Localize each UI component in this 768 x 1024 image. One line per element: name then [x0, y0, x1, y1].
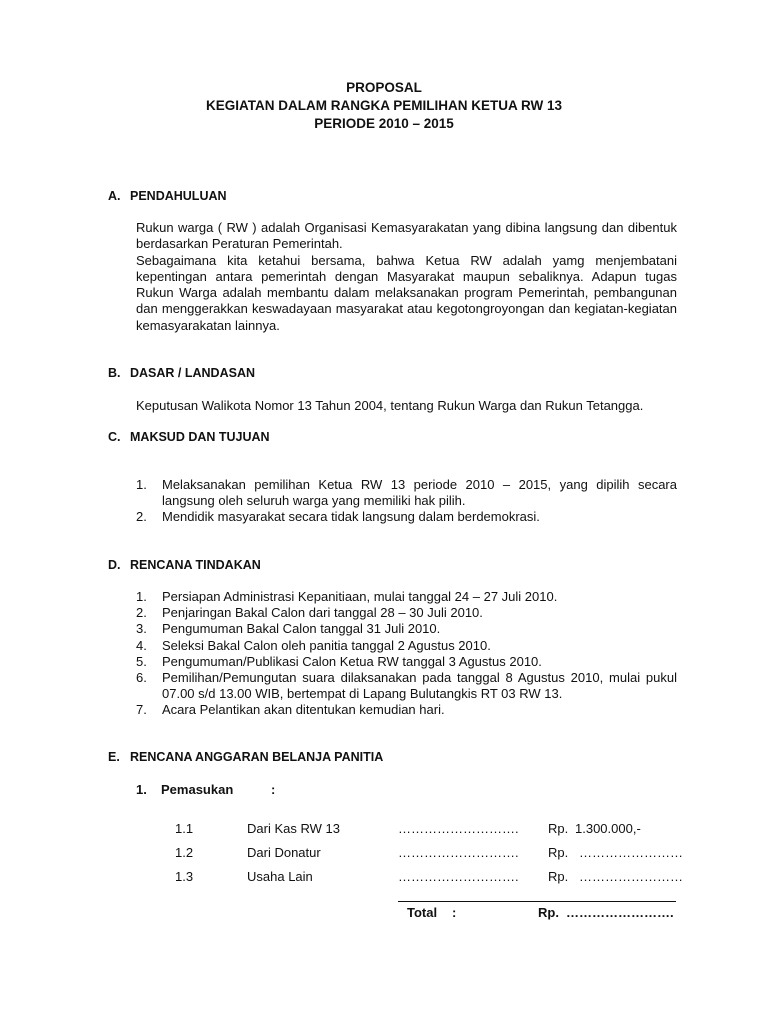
section-a-letter: A.: [108, 189, 121, 203]
list-item-number: 1.: [136, 477, 147, 492]
total-divider-line: [398, 901, 676, 902]
list-item-number: 2.: [136, 509, 147, 525]
total-rp: Rp.: [538, 905, 559, 920]
section-b-title: DASAR / LANDASAN: [130, 366, 255, 380]
list-item-number: 7.: [136, 702, 147, 718]
budget-row-label: Dari Kas RW 13: [247, 821, 340, 836]
budget-row-amount: 1.300.000,-: [575, 821, 641, 836]
budget-row-rp: Rp.: [548, 821, 569, 836]
section-c-heading: [108, 430, 270, 444]
section-a-heading: [108, 189, 227, 203]
section-a-paragraph-1: Rukun warga ( RW ) adalah Organisasi Kemasyarakatan yang dibina langsung dan dibentuk berdasarkan Peraturan Pemerintah.: [136, 220, 677, 252]
total-label: Total: [407, 905, 438, 920]
list-item-text: Mendidik masyarakat secara tidak langsung dalam berdemokrasi.: [162, 509, 540, 525]
section-b-text: Keputusan Walikota Nomor 13 Tahun 2004, tentang Rukun Warga dan Rukun Tetangga.: [136, 398, 644, 413]
doc-title-activity: KEGIATAN DALAM RANGKA PEMILIHAN KETUA RW 13: [206, 98, 562, 113]
income-subheading-number: 1.: [136, 782, 147, 797]
section-e-title: RENCANA ANGGARAN BELANJA PANITIA: [130, 750, 384, 764]
budget-row-dots: ……………………….: [398, 869, 519, 884]
list-item-text: Melaksanakan pemilihan Ketua RW 13 periode 2010 – 2015, yang dipilih secara langsung oleh seluruh warga yang memiliki hak pilih.: [162, 477, 677, 509]
list-item-number: 6.: [136, 670, 147, 686]
budget-row-code: 1.3: [175, 869, 194, 884]
list-item-text: Acara Pelantikan akan ditentukan kemudian hari.: [162, 702, 445, 718]
list-item-text: Pengumuman Bakal Calon tanggal 31 Juli 2010.: [162, 621, 441, 637]
budget-row-code: 1.2: [175, 845, 194, 860]
section-c-letter: C.: [108, 430, 121, 444]
doc-title-proposal: PROPOSAL: [346, 80, 422, 95]
section-c-list: [136, 477, 677, 526]
budget-row-code: 1.1: [175, 821, 194, 836]
section-e-heading: [108, 750, 383, 764]
list-item: [136, 621, 677, 637]
list-item-text: Penjaringan Bakal Calon dari tanggal 28 – 30 Juli 2010.: [162, 605, 483, 621]
list-item-number: 5.: [136, 653, 147, 669]
list-item: [136, 670, 677, 702]
section-d-heading: [108, 558, 261, 572]
doc-title-period: PERIODE 2010 – 2015: [314, 116, 454, 131]
total-amount: …………………….: [566, 905, 674, 920]
list-item-text: Seleksi Bakal Calon oleh panitia tanggal 2 Agustus 2010.: [162, 637, 491, 653]
budget-row-amount: ……………………: [579, 845, 683, 860]
list-item: [136, 509, 677, 525]
section-c-title: MAKSUD DAN TUJUAN: [130, 430, 270, 444]
section-d-title: RENCANA TINDAKAN: [130, 558, 261, 572]
total-colon: :: [452, 905, 457, 920]
section-a-body: [136, 220, 677, 334]
income-subheading-colon: :: [271, 782, 276, 797]
section-e-letter: E.: [108, 750, 120, 764]
budget-row-label: Usaha Lain: [247, 869, 313, 884]
list-item-number: 3.: [136, 621, 147, 637]
list-item: [136, 638, 677, 654]
budget-row-amount: ……………………: [579, 869, 683, 884]
section-d-letter: D.: [108, 558, 121, 572]
list-item: [136, 477, 677, 509]
list-item: [136, 605, 677, 621]
list-item-number: 4.: [136, 637, 147, 653]
section-d-list: [136, 589, 677, 719]
section-a-title: PENDAHULUAN: [130, 189, 227, 203]
section-a-paragraph-2: Sebagaimana kita ketahui bersama, bahwa Ketua RW adalah yamg menjembatani kepentingan antara pemerintah dengan Masyarakat maupun sebaliknya. Adapun tugas Rukun Warga adalah membantu dalam melaksanakan program Pemerintah, pembangunan dan menggerakkan keswadayaan masyarakat atau kegotongroyongan dan kegiatan-kegiatan kemasyarakatan lainnya.: [136, 252, 677, 333]
list-item: [136, 589, 677, 605]
budget-row-rp: Rp.: [548, 869, 569, 884]
list-item-text: Pemilihan/Pemungutan suara dilaksanakan pada tanggal 8 Agustus 2010, mulai pukul 07.00 s/d 13.00 WIB, bertempat di Lapang Bulutangkis RT 03 RW 13.: [162, 670, 677, 702]
section-b-heading: [108, 366, 255, 380]
budget-row-dots: ……………………….: [398, 821, 519, 836]
list-item-text: Persiapan Administrasi Kepanitiaan, mulai tanggal 24 – 27 Juli 2010.: [162, 589, 558, 604]
list-item: [136, 654, 677, 670]
budget-row-rp: Rp.: [548, 845, 569, 860]
list-item-text: Pengumuman/Publikasi Calon Ketua RW tanggal 3 Agustus 2010.: [162, 653, 542, 669]
list-item-number: 1.: [136, 589, 147, 604]
budget-row-label: Dari Donatur: [247, 845, 321, 860]
income-subheading-title: Pemasukan: [161, 782, 234, 797]
list-item-number: 2.: [136, 605, 147, 621]
list-item: [136, 702, 677, 718]
budget-row-dots: ……………………….: [398, 845, 519, 860]
section-b-letter: B.: [108, 366, 121, 380]
